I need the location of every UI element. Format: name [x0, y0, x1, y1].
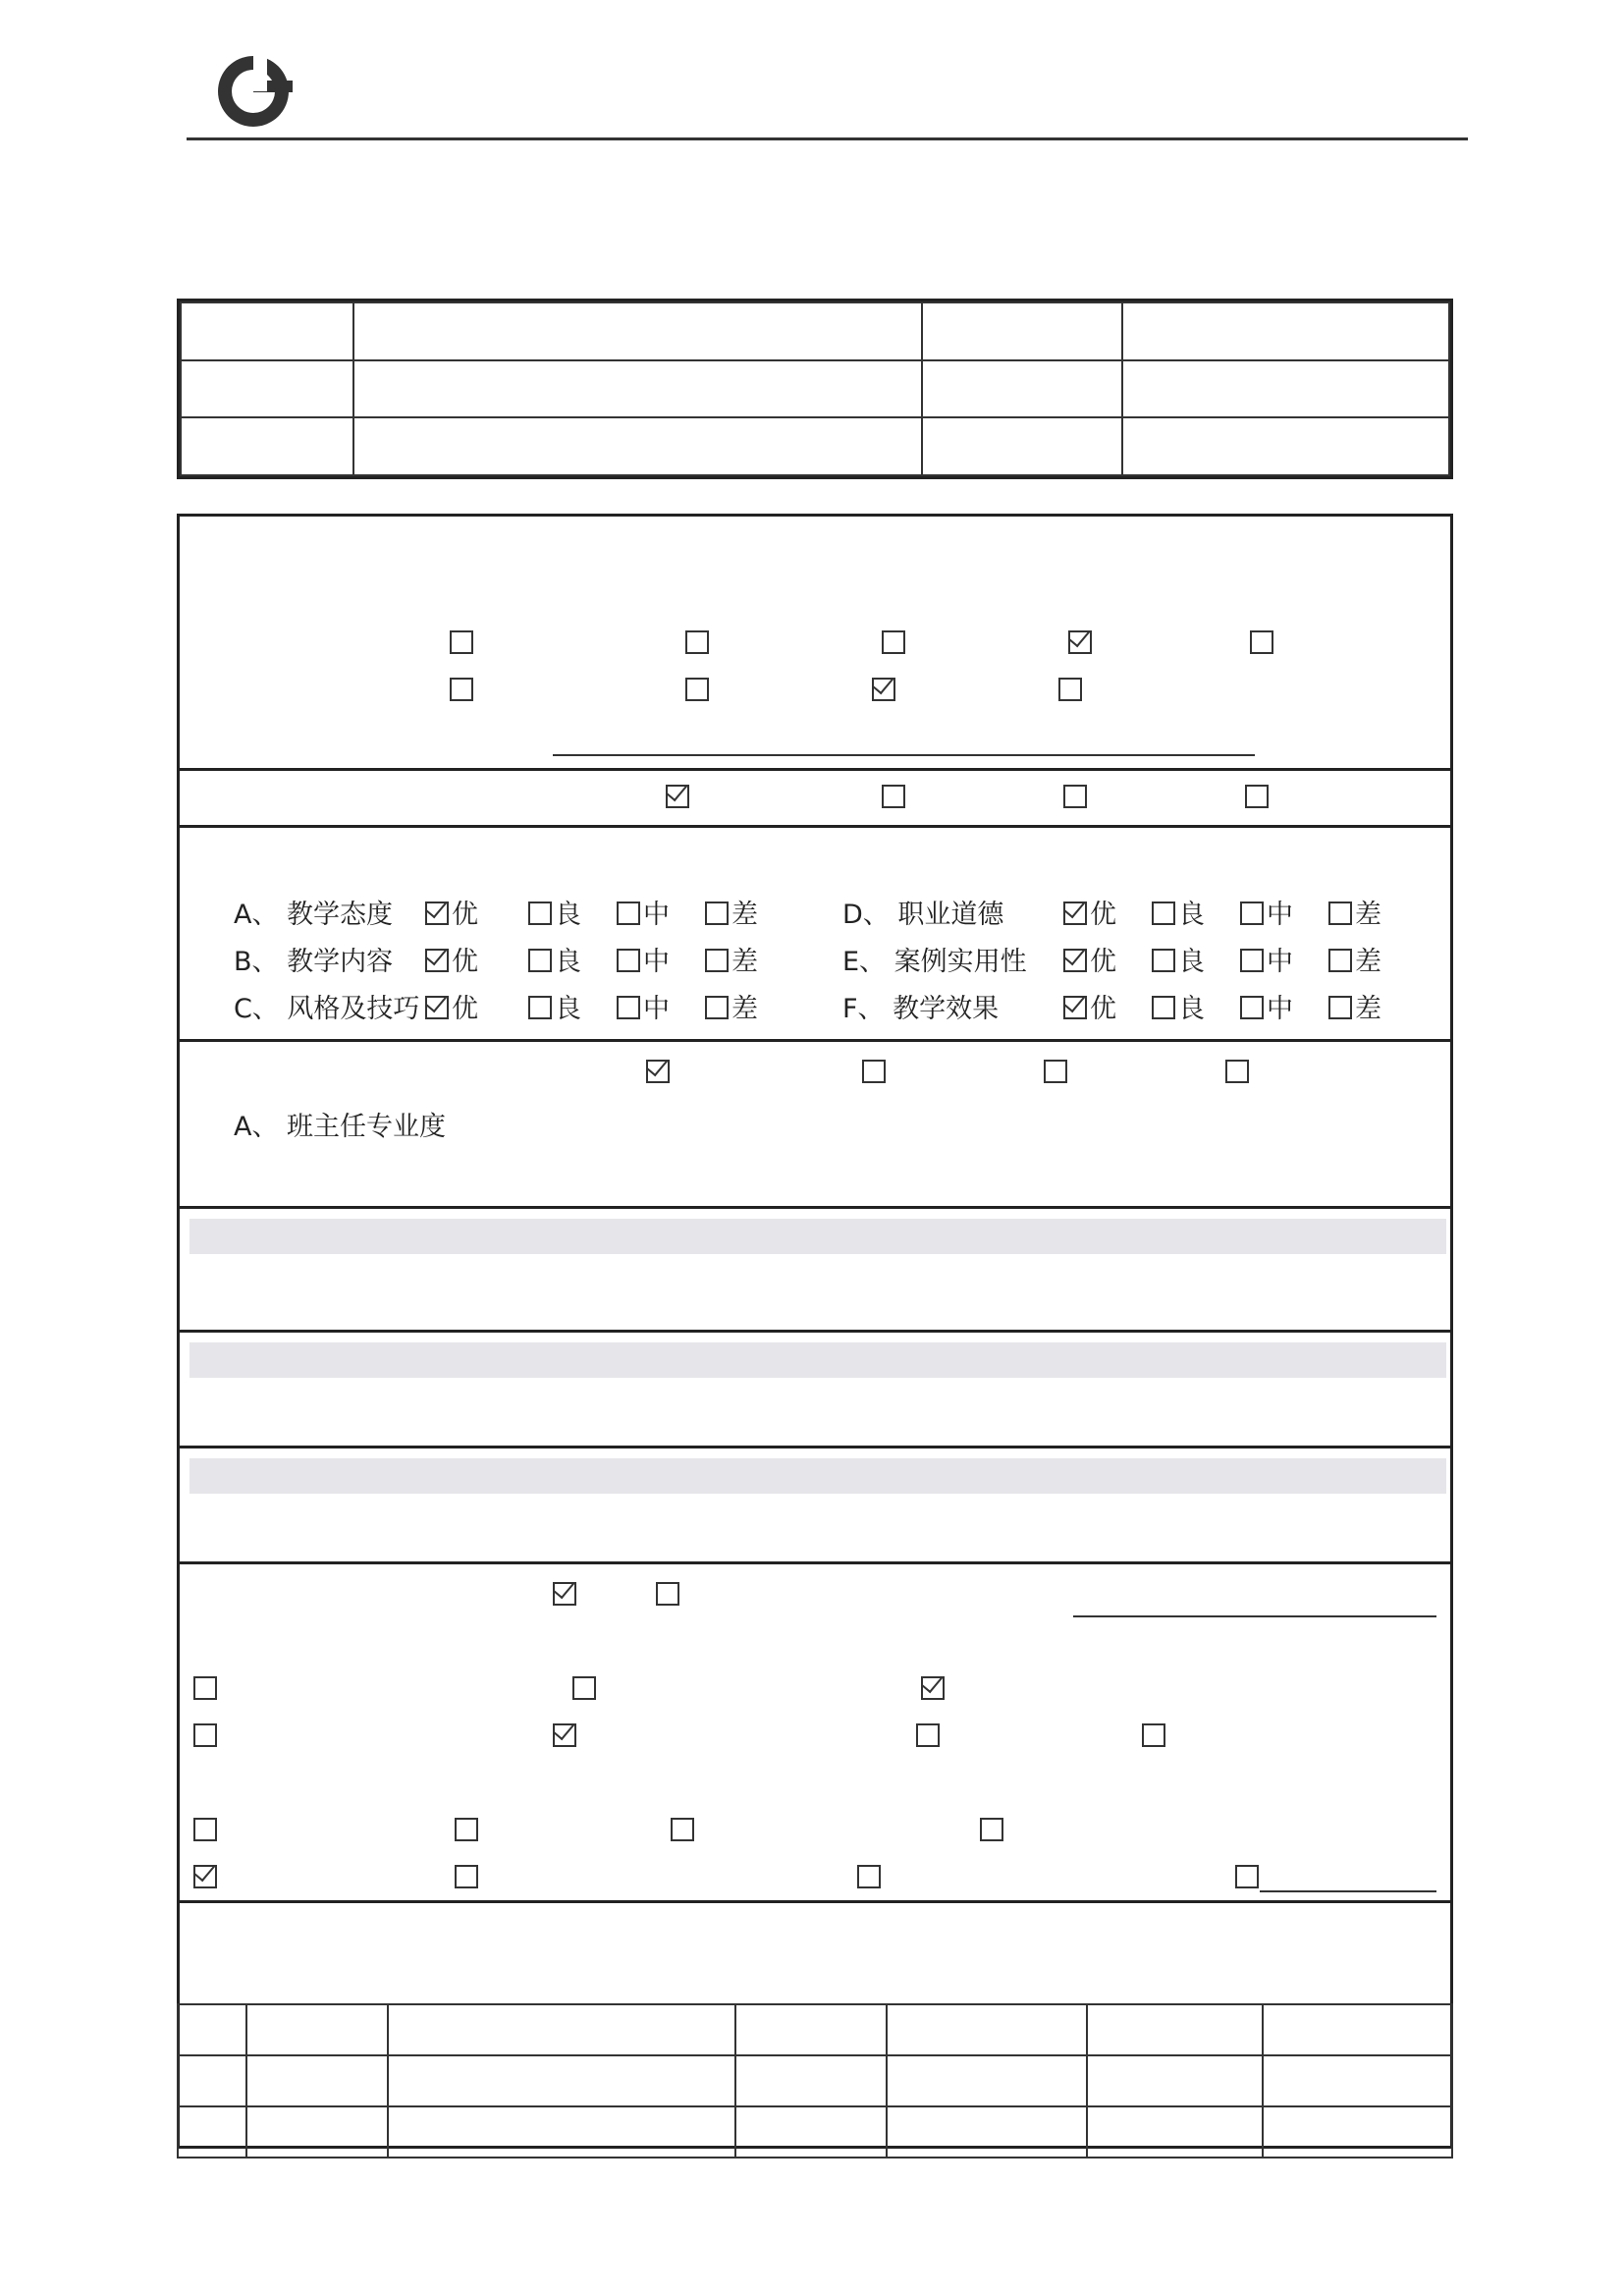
- custom-option[interactable]: [193, 1816, 220, 1846]
- s5-shade: [189, 1342, 1446, 1378]
- col-header: [1263, 2004, 1452, 2055]
- cell-relation[interactable]: [1087, 2055, 1263, 2106]
- course-name-value: [353, 302, 922, 360]
- checkbox[interactable]: [1328, 902, 1352, 925]
- custom-other-line[interactable]: [1260, 1890, 1436, 1892]
- q1-opt-5[interactable]: [1250, 628, 1276, 659]
- table-row: [178, 2055, 1452, 2106]
- cell-company[interactable]: [388, 2055, 735, 2106]
- s2-grade-option[interactable]: 中: [1240, 940, 1293, 978]
- s2-item-label: C、 风格及技巧: [234, 994, 420, 1024]
- checkbox-checked[interactable]: [553, 1582, 576, 1606]
- checkbox[interactable]: [455, 1818, 478, 1841]
- course-option[interactable]: [916, 1721, 943, 1752]
- course-option[interactable]: [193, 1721, 220, 1752]
- intro-section: [177, 514, 1453, 771]
- checkbox[interactable]: [882, 785, 905, 808]
- course-name-label: [181, 302, 353, 360]
- cell-name[interactable]: [246, 2106, 388, 2158]
- checkbox[interactable]: [862, 1060, 886, 1083]
- custom-option[interactable]: [455, 1816, 481, 1846]
- cell-contact[interactable]: [887, 2106, 1087, 2158]
- checkbox-checked[interactable]: [425, 996, 449, 1019]
- course-option[interactable]: [553, 1721, 579, 1752]
- course-option[interactable]: [193, 1674, 220, 1705]
- s2-grade-option[interactable]: 良: [528, 987, 581, 1025]
- s3-opt-4[interactable]: [1225, 1058, 1252, 1088]
- s2-grade-option[interactable]: 优: [425, 987, 478, 1025]
- s2-item-label: B、 教学内容: [234, 947, 394, 977]
- s6-shade: [189, 1458, 1446, 1494]
- checkbox[interactable]: [685, 630, 709, 654]
- checkbox[interactable]: [528, 996, 552, 1019]
- checkbox[interactable]: [528, 902, 552, 925]
- section-5: [177, 1333, 1453, 1448]
- col-header: [1087, 2004, 1263, 2055]
- custom-option[interactable]: [980, 1816, 1006, 1846]
- place-label: [922, 360, 1122, 418]
- checkbox[interactable]: [1250, 630, 1273, 654]
- s2-grade-option[interactable]: 良: [1152, 940, 1205, 978]
- checkbox-checked[interactable]: [666, 785, 689, 808]
- s4-shade: [189, 1219, 1446, 1254]
- checkbox[interactable]: [1152, 949, 1175, 972]
- checkbox[interactable]: [705, 902, 729, 925]
- s3-item-label: A、 班主任专业度: [234, 1112, 447, 1142]
- section-6: [177, 1448, 1453, 1564]
- s2-item-label: D、 职业道德: [842, 900, 1004, 930]
- q1-opt-1[interactable]: [450, 628, 476, 659]
- s2-grade-option[interactable]: 中: [617, 940, 670, 978]
- cell-course[interactable]: [1263, 2106, 1452, 2158]
- s2-item-label: A、 教学态度: [234, 900, 394, 930]
- col-header: [887, 2004, 1087, 2055]
- row-index: [178, 2106, 246, 2158]
- checkbox[interactable]: [882, 630, 905, 654]
- s1-opt-4[interactable]: [1245, 783, 1272, 813]
- table-row: [178, 2106, 1452, 2158]
- q3-answer-line[interactable]: [553, 754, 1255, 756]
- checkbox-checked[interactable]: [872, 678, 895, 701]
- s2-grade-option[interactable]: 差: [705, 940, 758, 978]
- cell-company[interactable]: [388, 2106, 735, 2158]
- checkbox-checked[interactable]: [1063, 996, 1087, 1019]
- checkbox[interactable]: [705, 949, 729, 972]
- s2-grade-option[interactable]: 良: [528, 893, 581, 931]
- cell-course[interactable]: [1263, 2055, 1452, 2106]
- seed-table: [177, 2003, 1453, 2158]
- checkbox[interactable]: [857, 1865, 881, 1888]
- section-3: [177, 1042, 1453, 1209]
- cell-contact[interactable]: [887, 2055, 1087, 2106]
- checkbox-checked[interactable]: [1063, 902, 1087, 925]
- checkbox[interactable]: [916, 1723, 940, 1747]
- s2-item-label: F、 教学效果: [842, 994, 1000, 1024]
- checkbox[interactable]: [980, 1818, 1003, 1841]
- place-value: [1122, 360, 1449, 418]
- teacher-value: [1122, 302, 1449, 360]
- custom-option[interactable]: [671, 1816, 697, 1846]
- custom-option[interactable]: [857, 1863, 884, 1893]
- s2-grade-option[interactable]: 优: [425, 893, 478, 931]
- section-4: [177, 1209, 1453, 1333]
- checkbox[interactable]: [1044, 1060, 1067, 1083]
- checkbox[interactable]: [1245, 785, 1269, 808]
- checkbox-checked[interactable]: [425, 949, 449, 972]
- position-handwritten: [1122, 417, 1449, 475]
- s1-opt-1[interactable]: [666, 783, 692, 813]
- cell-position[interactable]: [735, 2055, 887, 2106]
- checkbox[interactable]: [1235, 1865, 1259, 1888]
- position-label: [922, 417, 1122, 475]
- checkbox[interactable]: [528, 949, 552, 972]
- s2-grade-option[interactable]: 优: [1063, 987, 1116, 1025]
- s7-no[interactable]: [656, 1580, 682, 1611]
- checkbox-checked[interactable]: [1068, 630, 1092, 654]
- s3-opt-3[interactable]: [1044, 1058, 1070, 1088]
- s2-grade-option[interactable]: 良: [1152, 987, 1205, 1025]
- custom-option[interactable]: [455, 1863, 481, 1893]
- checkbox-checked[interactable]: [553, 1723, 576, 1747]
- q1-opt-3[interactable]: [882, 628, 908, 659]
- s3-opt-2[interactable]: [862, 1058, 889, 1088]
- col-header: [246, 2004, 388, 2055]
- cell-position[interactable]: [735, 2106, 887, 2158]
- gaopei-logo: [196, 51, 550, 132]
- s2-grade-option[interactable]: 优: [425, 940, 478, 978]
- student-label: [181, 417, 353, 475]
- s2-grade-option[interactable]: 差: [1328, 940, 1381, 978]
- course-option[interactable]: [1142, 1721, 1168, 1752]
- cell-relation[interactable]: [1087, 2106, 1263, 2158]
- q2-opt-1[interactable]: [450, 676, 476, 706]
- section-2: [177, 828, 1453, 1042]
- checkbox[interactable]: [455, 1865, 478, 1888]
- s7-yes[interactable]: [553, 1580, 579, 1611]
- section-8: [177, 1903, 1453, 2149]
- section-7: [177, 1564, 1453, 1903]
- s2-grade-option[interactable]: 中: [617, 893, 670, 931]
- checkbox[interactable]: [617, 996, 640, 1019]
- q2-opt-2[interactable]: [685, 676, 712, 706]
- s2-grade-option[interactable]: 中: [1240, 987, 1293, 1025]
- q1-opt-4[interactable]: [1068, 628, 1095, 659]
- checkbox[interactable]: [705, 996, 729, 1019]
- checkbox[interactable]: [1152, 902, 1175, 925]
- checkbox[interactable]: [1152, 996, 1175, 1019]
- s2-grade-option[interactable]: 差: [705, 987, 758, 1025]
- checkbox[interactable]: [450, 678, 473, 701]
- s2-item-label: E、 案例实用性: [842, 947, 1027, 977]
- checkbox[interactable]: [1240, 902, 1264, 925]
- checkbox[interactable]: [617, 949, 640, 972]
- checkbox[interactable]: [1240, 949, 1264, 972]
- info-table: [177, 299, 1453, 479]
- checkbox[interactable]: [193, 1676, 217, 1700]
- checkbox[interactable]: [572, 1676, 596, 1700]
- checkbox-checked[interactable]: [646, 1060, 670, 1083]
- s2-grade-option[interactable]: 差: [1328, 893, 1381, 931]
- s1-opt-2[interactable]: [882, 783, 908, 813]
- checkbox[interactable]: [685, 678, 709, 701]
- col-header: [735, 2004, 887, 2055]
- s3-opt-1[interactable]: [646, 1058, 673, 1088]
- s2-grade-option[interactable]: 差: [1328, 987, 1381, 1025]
- row-index: [178, 2055, 246, 2106]
- checkbox[interactable]: [1058, 678, 1082, 701]
- checkbox[interactable]: [1240, 996, 1264, 1019]
- checkbox[interactable]: [671, 1818, 694, 1841]
- checkbox-checked[interactable]: [921, 1676, 945, 1700]
- checkbox[interactable]: [617, 902, 640, 925]
- q1-opt-2[interactable]: [685, 628, 712, 659]
- course-option[interactable]: [572, 1674, 599, 1705]
- checkbox[interactable]: [656, 1582, 679, 1606]
- checkbox[interactable]: [1142, 1723, 1165, 1747]
- col-header: [178, 2004, 246, 2055]
- checkbox[interactable]: [193, 1818, 217, 1841]
- col-header: [388, 2004, 735, 2055]
- checkbox[interactable]: [1063, 785, 1087, 808]
- s2-grade-option[interactable]: 良: [1152, 893, 1205, 931]
- student-name-handwritten: [353, 417, 922, 475]
- s7-plan-answer-line[interactable]: [1073, 1615, 1436, 1617]
- teacher-label: [922, 302, 1122, 360]
- course-option[interactable]: [921, 1674, 947, 1705]
- checkbox-checked[interactable]: [193, 1865, 217, 1888]
- s1-opt-3[interactable]: [1063, 783, 1090, 813]
- checkbox-checked[interactable]: [1063, 949, 1087, 972]
- s2-grade-option[interactable]: 良: [528, 940, 581, 978]
- q2-opt-4[interactable]: [1058, 676, 1085, 706]
- s2-grade-option[interactable]: 优: [1063, 893, 1116, 931]
- checkbox-checked[interactable]: [425, 902, 449, 925]
- cell-name[interactable]: [246, 2055, 388, 2106]
- checkbox[interactable]: [450, 630, 473, 654]
- custom-option[interactable]: [193, 1863, 220, 1893]
- time-label: [181, 360, 353, 418]
- s2-grade-option[interactable]: 差: [705, 893, 758, 931]
- section-1: [177, 771, 1453, 828]
- s2-grade-option[interactable]: 中: [617, 987, 670, 1025]
- header-divider: [187, 137, 1468, 140]
- time-value: [353, 360, 922, 418]
- checkbox[interactable]: [1225, 1060, 1249, 1083]
- checkbox[interactable]: [1328, 949, 1352, 972]
- checkbox[interactable]: [1328, 996, 1352, 1019]
- s2-grade-option[interactable]: 优: [1063, 940, 1116, 978]
- custom-option-other[interactable]: [1235, 1863, 1262, 1893]
- q2-opt-3[interactable]: [872, 676, 898, 706]
- s2-grade-option[interactable]: 中: [1240, 893, 1293, 931]
- checkbox[interactable]: [193, 1723, 217, 1747]
